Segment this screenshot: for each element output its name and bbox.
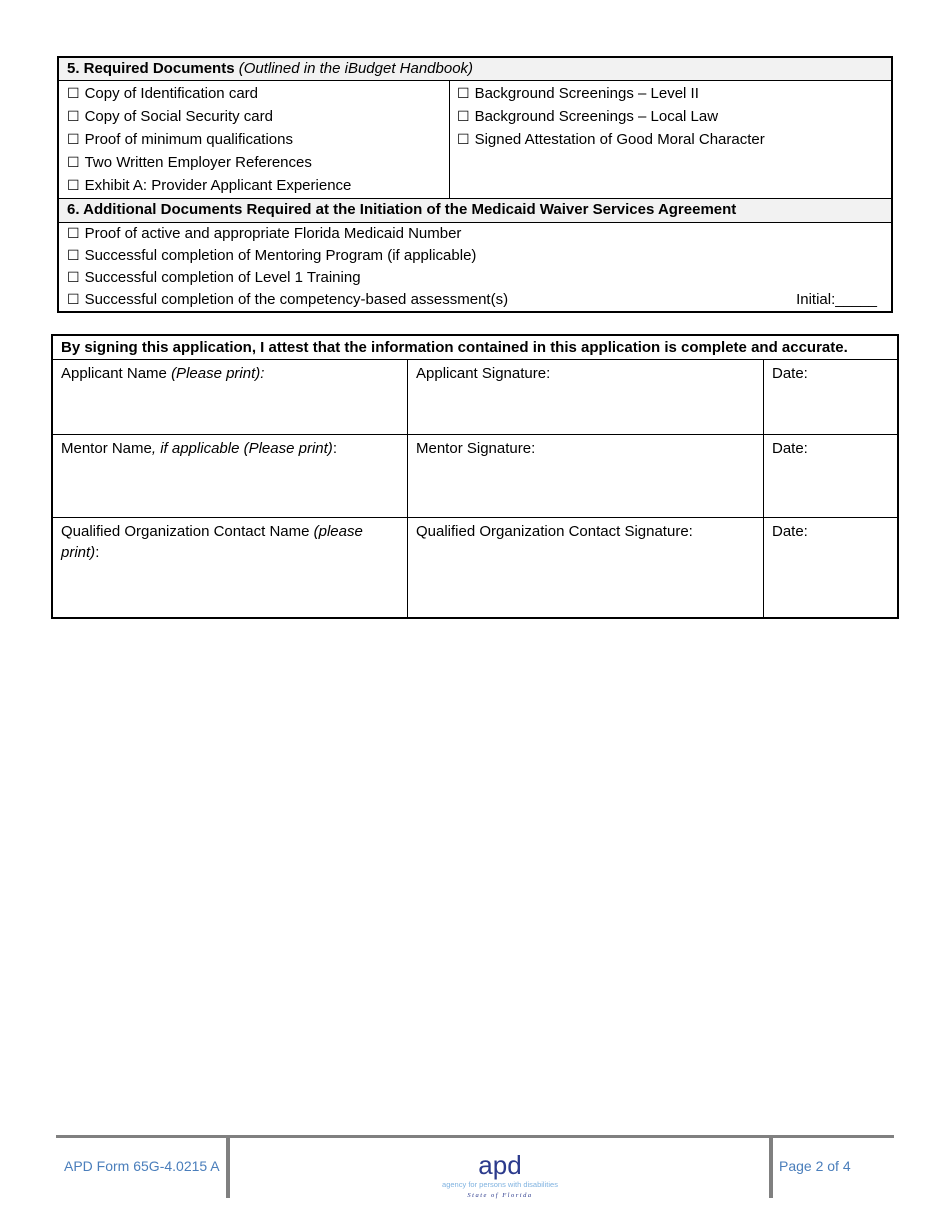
apd-logo [434,1152,566,1200]
checklist-item[interactable] [67,223,461,245]
org-name-label: Qualified Organization Contact Name [61,523,314,540]
checklist-item-label: Background Screenings – Local Law [474,108,719,125]
footer-divider [226,1137,230,1198]
mentor-date-cell[interactable] [764,434,910,463]
column-divider [449,80,450,198]
checklist-item[interactable] [457,83,699,105]
date-label: Date: [772,440,808,457]
org-name-hint: (please [313,523,363,540]
date-label: Date: [772,523,808,540]
checkbox-icon[interactable]: ☐ [457,109,470,125]
date-label: Date: [772,365,808,382]
section6-header: 6. Additional Documents Required at the Initiation of the Medicaid Waiver Services Agreement [59,198,891,223]
checklist-item[interactable] [67,129,293,151]
checklist-item-label: Copy of Identification card [84,85,258,102]
checklist-item[interactable] [67,152,312,174]
checklist-item-label: Proof of active and appropriate Florida Medicaid Number [84,225,462,242]
checkbox-icon[interactable]: ☐ [67,292,80,308]
checklist-item-label: Two Written Employer References [84,154,312,171]
checklist-item[interactable] [67,245,476,267]
mentor-name-cell[interactable] [53,434,423,463]
logo-tagline: agency for persons with disabilities [442,1180,558,1189]
checkbox-icon[interactable]: ☐ [67,155,80,171]
logo-letters: apd [478,1152,522,1180]
org-signature-cell[interactable] [408,517,779,546]
checklist-item[interactable] [67,106,273,128]
checkbox-icon[interactable]: ☐ [67,178,80,194]
checklist-item-label: Successful completion of Mentoring Program (if applicable) [84,247,477,264]
checklist-item-label: Proof of minimum qualifications [84,131,293,148]
checkbox-icon[interactable]: ☐ [67,132,80,148]
org-date-cell[interactable] [764,517,910,546]
checkbox-icon[interactable]: ☐ [67,226,80,242]
apd-logo-graphic [434,1152,566,1200]
org-name-colon: : [95,544,100,561]
checklist-item-label: Successful completion of the competency-based assessment(s) [84,291,509,308]
applicant-name-label: Applicant Name [61,365,172,382]
checklist-item[interactable] [457,129,765,151]
required-documents-table [57,56,893,313]
initial-field[interactable]: Initial:_____ [796,291,877,308]
form-id: APD Form 65G-4.0215 A [64,1158,220,1174]
checklist-item[interactable] [67,267,361,289]
mentor-signature-cell[interactable] [408,434,779,463]
checkbox-icon[interactable]: ☐ [457,86,470,102]
checklist-item-label: Copy of Social Security card [84,108,273,125]
applicant-name-hint: (Please print): [171,365,265,382]
org-name-cell[interactable] [53,517,423,567]
logo-state: State of Florida [467,1192,533,1199]
checkbox-icon[interactable]: ☐ [67,248,80,264]
signature-table [51,334,899,619]
checkbox-icon[interactable]: ☐ [67,270,80,286]
mentor-row [53,434,897,518]
mentor-name-colon: : [332,440,337,457]
organization-row [53,517,897,617]
mentor-name-hint: , if applicable (Please print) [151,440,333,457]
mentor-name-label: Mentor Name [61,440,152,457]
checkbox-icon[interactable]: ☐ [457,132,470,148]
section5-subtitle: (Outlined in the iBudget Handbook) [238,60,474,77]
footer-divider [769,1137,773,1198]
attestation-statement: By signing this application, I attest that the information contained in this application is complete and accurate. [53,336,897,360]
applicant-signature-cell[interactable] [408,359,779,388]
checklist-item[interactable] [67,175,351,197]
page-number: Page 2 of 4 [779,1158,851,1174]
checkbox-icon[interactable]: ☐ [67,109,80,125]
checklist-item-label: Successful completion of Level 1 Training [84,269,361,286]
applicant-row [53,359,897,435]
org-name-hint-cont: print) [61,544,96,561]
checkbox-icon[interactable]: ☐ [67,86,80,102]
checklist-item-label: Signed Attestation of Good Moral Character [474,131,765,148]
section5-header [59,58,891,81]
section5-title: 5. Required Documents [67,60,235,77]
applicant-date-cell[interactable] [764,359,910,388]
checklist-item[interactable] [457,106,718,128]
checklist-item-label: Exhibit A: Provider Applicant Experience [84,177,352,194]
applicant-name-cell[interactable] [53,359,423,388]
applicant-signature-label: Applicant Signature: [416,365,551,382]
mentor-signature-label: Mentor Signature: [416,440,536,457]
checklist-item[interactable] [67,289,508,311]
checklist-item[interactable] [67,83,258,105]
org-signature-label: Qualified Organization Contact Signature: [416,523,693,540]
checklist-item-label: Background Screenings – Level II [474,85,699,102]
